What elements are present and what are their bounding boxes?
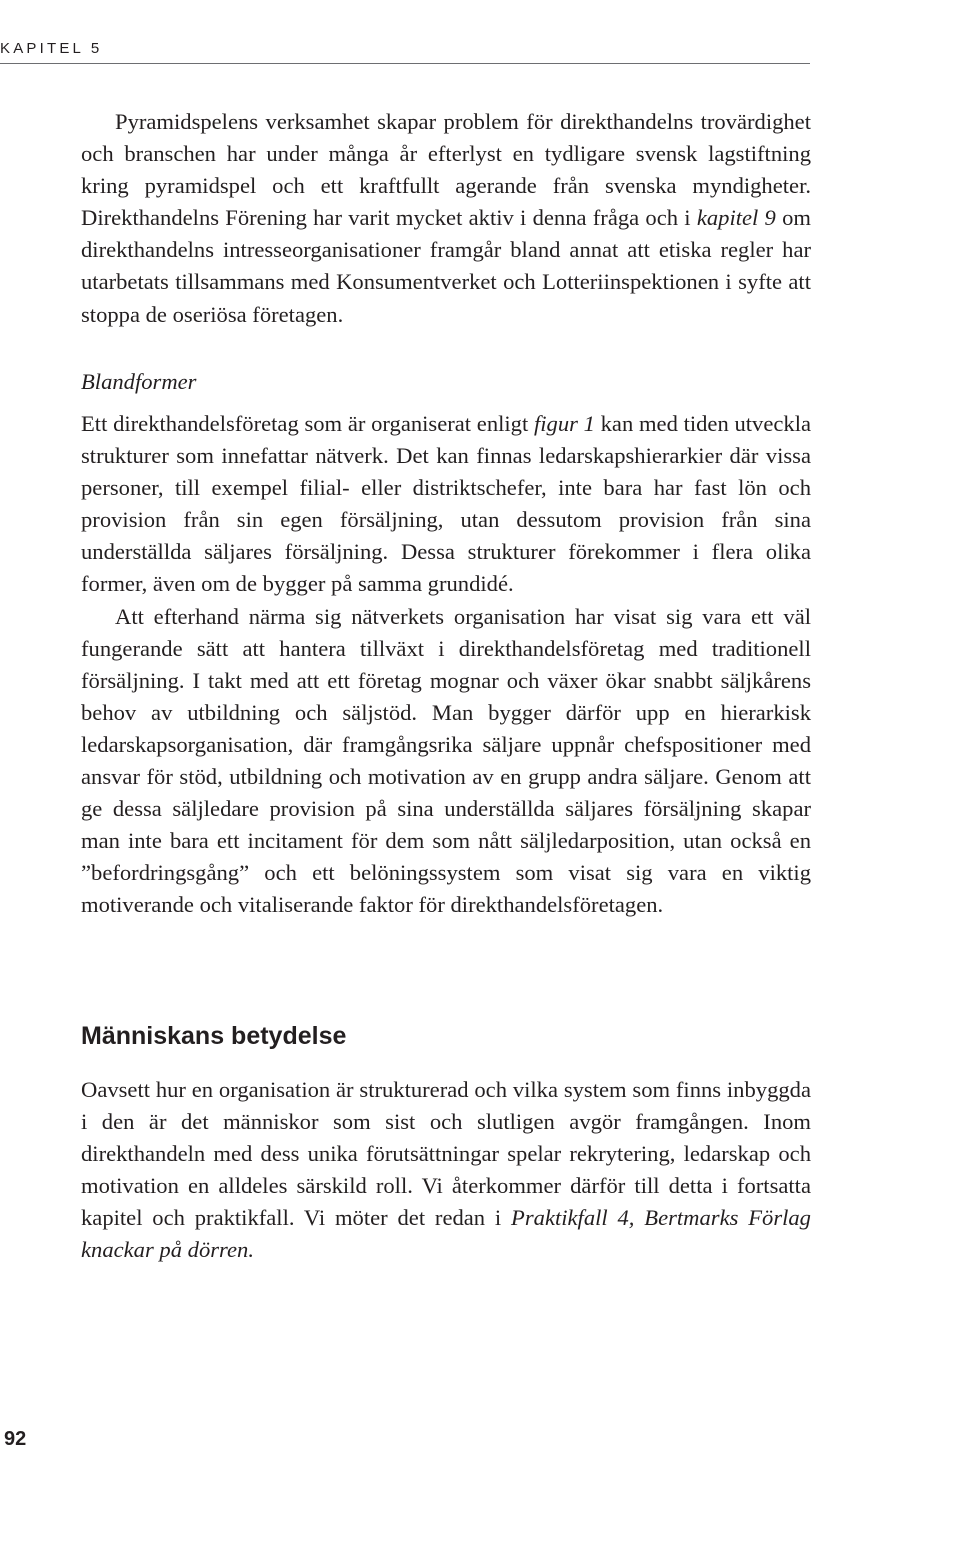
blandformer-section: [81, 408, 811, 922]
running-head: KAPITEL 5: [0, 40, 810, 64]
paragraph-text: Pyramidspelens verksamhet skapar problem för direkthandelns trovärdighet och branschen har under många år efterlyst en tydligare svensk lagstiftning kring pyramidspel och ett kraftfullt agerande från svenska myndigheter. Direkthandelns Förening har varit mycket aktiv i denna fråga och i: [81, 109, 811, 231]
paragraph-text: kan med tiden utveckla strukturer som innefattar nätverk. Det kan finnas ledarskapshierarkier där vissa personer, till exempel filial- eller distriktschefer, inte bara har fast lön och provision från sin egen försäljning, utan dessutom provision från sina underställda säljares försäljning. Dessa strukturer förekommer i flera olika former, även om de bygger på samma grundidé.: [81, 411, 811, 597]
chapter-reference: kapitel 9: [696, 205, 776, 231]
paragraph-text: om direkthandelns intresseorganisationer framgår bland annat att etiska regler har utarbetats tillsammans med Konsumentverket och Lotteriinspektionen i syfte att stoppa de oseriösa företagen.: [81, 205, 811, 327]
paragraph: Att efterhand närma sig nätverkets organisation har visat sig vara ett väl fungerande sätt att hantera tillväxt i direkthandelsföretag med traditionell försäljning. I takt med att ett företag mognar och växer ökar snabbt säljkårens behov av utbildning och säljstöd. Man bygger därför upp en hierarkisk ledarskapsorganisation, där framgångsrika säljare uppnår chefspositioner med ansvar för stöd, utbildning och motivation av en grupp andra säljare. Genom att ge dessa säljledare provision på sina underställda säljares försäljning skapar man inte bara ett incitament för dem som nått säljledarposition, utan också en ”befordringsgång” och ett belöningssystem som visat sig vara en viktig motiverande och vitaliserande faktor för direkthandelsföretagen.: [81, 603, 811, 918]
manniskans-section: [81, 1074, 811, 1267]
paragraph-text: Ett direkthandelsföretag som är organiserat enligt: [81, 411, 534, 436]
case-reference: Praktikfall 4, Bertmarks Förlag knackar på dörren.: [81, 1205, 811, 1263]
page-number: 92: [4, 1428, 27, 1450]
subheading: Blandformer: [81, 369, 197, 394]
intro-paragraph: [81, 106, 811, 331]
paragraph-text: Oavsett hur en organisation är strukturerad och vilka system som finns inbyggda i den är det människor som sist och slutligen avgör framgången. Inom direkthandeln med dess unika förutsättningar spelar rekrytering, ledarskap och motivation en alldeles särskild roll. Vi återkommer därför till detta i fortsatta kapitel och praktikfall. Vi möter det redan i: [81, 1077, 811, 1231]
section-heading: Människans betydelse: [81, 1022, 347, 1050]
figure-reference: figur 1: [533, 411, 595, 436]
